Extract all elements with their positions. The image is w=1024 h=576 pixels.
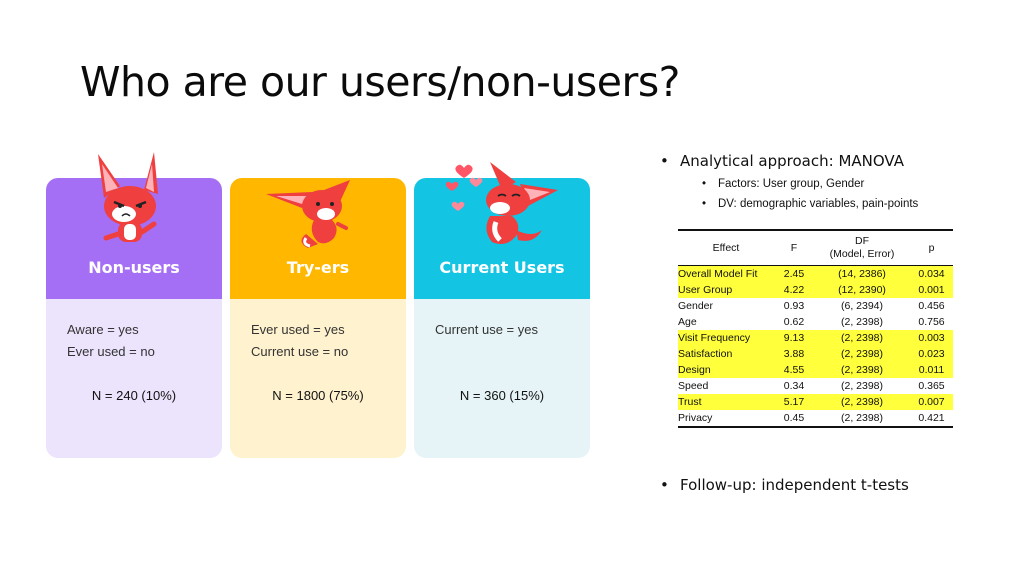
cell-effect: Gender bbox=[678, 300, 714, 312]
table-body bbox=[678, 266, 953, 428]
cell-f: 4.22 bbox=[774, 282, 814, 298]
cell-df: (2, 2398) bbox=[814, 346, 910, 362]
card-current-line: Current use = yes bbox=[435, 322, 538, 337]
cell-f: 2.45 bbox=[774, 266, 814, 283]
cell-effect: Privacy bbox=[678, 410, 774, 427]
approach-bullet bbox=[660, 152, 904, 170]
cell-f: 0.45 bbox=[774, 410, 814, 427]
cell-df: (6, 2394) bbox=[840, 300, 884, 312]
card-nonusers-body bbox=[46, 299, 222, 458]
header-f: F bbox=[774, 230, 814, 266]
header-df bbox=[814, 230, 910, 266]
cell-effect: Trust bbox=[678, 394, 774, 410]
cell-effect: Speed bbox=[678, 380, 709, 392]
table-row bbox=[678, 378, 953, 394]
manova-results-table bbox=[678, 229, 953, 428]
approach-text: Analytical approach: MANOVA bbox=[680, 152, 904, 170]
card-tryers-line: Current use = no bbox=[251, 344, 349, 359]
sub-bullet-factors bbox=[702, 178, 864, 190]
cell-f: 4.55 bbox=[774, 362, 814, 378]
table-row bbox=[678, 346, 953, 362]
cell-f: 5.17 bbox=[774, 394, 814, 410]
cell-df: (14, 2386) bbox=[814, 266, 910, 283]
cell-df: (2, 2398) bbox=[814, 410, 910, 427]
cell-p: 0.001 bbox=[910, 282, 953, 298]
cell-p: 0.034 bbox=[910, 266, 953, 283]
cell-p: 0.007 bbox=[910, 394, 953, 410]
cell-df: (2, 2398) bbox=[814, 394, 910, 410]
cell-effect: Satisfaction bbox=[678, 346, 774, 362]
card-tryers-title: Try-ers bbox=[286, 258, 350, 277]
card-nonusers-count: N = 240 (10%) bbox=[91, 388, 177, 403]
card-current-body bbox=[414, 299, 590, 458]
card-tryers-body bbox=[230, 299, 406, 458]
followup-bullet bbox=[660, 476, 909, 494]
card-tryers-count: N = 1800 (75%) bbox=[272, 388, 364, 403]
cell-p: 0.756 bbox=[918, 316, 945, 328]
sub-bullet-dv bbox=[702, 198, 918, 210]
fox-mascot-angry-icon bbox=[92, 150, 164, 250]
card-nonusers-line: Ever used = no bbox=[67, 344, 155, 359]
header-p: p bbox=[910, 230, 953, 266]
cell-df: (12, 2390) bbox=[814, 282, 910, 298]
card-current-count: N = 360 (15%) bbox=[459, 388, 545, 403]
table-row bbox=[678, 410, 953, 427]
cell-f: 0.93 bbox=[783, 300, 805, 312]
bullet-marker: • bbox=[702, 198, 707, 210]
header-df-sub: (Model, Error) bbox=[829, 248, 895, 260]
table-row bbox=[678, 282, 953, 298]
cell-p: 0.421 bbox=[910, 410, 953, 427]
bullet-marker: • bbox=[660, 152, 669, 170]
card-current-title: Current Users bbox=[439, 258, 565, 277]
slide-title: Who are our users/non-users? bbox=[80, 58, 680, 106]
cell-df: (2, 2398) bbox=[840, 316, 884, 328]
table-row bbox=[678, 298, 953, 314]
bullet-marker: • bbox=[702, 178, 707, 190]
fox-mascot-hearts-icon bbox=[446, 160, 564, 248]
table-row bbox=[678, 314, 953, 330]
cell-effect: Design bbox=[678, 362, 774, 378]
table-row bbox=[678, 330, 953, 346]
cell-effect: Age bbox=[678, 316, 697, 328]
cell-effect: Overall Model Fit bbox=[678, 266, 774, 283]
cell-df: (2, 2398) bbox=[840, 380, 884, 392]
fox-mascot-flying-icon bbox=[262, 172, 360, 252]
cell-p: 0.003 bbox=[910, 330, 953, 346]
cell-f: 3.88 bbox=[774, 346, 814, 362]
table-row bbox=[678, 266, 953, 283]
cell-p: 0.365 bbox=[918, 380, 945, 392]
card-tryers-line: Ever used = yes bbox=[251, 322, 345, 337]
followup-text: Follow-up: independent t-tests bbox=[680, 476, 909, 494]
cell-p: 0.011 bbox=[910, 362, 953, 378]
cell-df: (2, 2398) bbox=[814, 362, 910, 378]
cell-df: (2, 2398) bbox=[814, 330, 910, 346]
cell-p: 0.456 bbox=[918, 300, 945, 312]
bullet-marker: • bbox=[660, 476, 669, 494]
card-nonusers-title: Non-users bbox=[88, 258, 180, 277]
header-df-label: DF bbox=[855, 235, 869, 247]
sub-bullet-text: DV: demographic variables, pain-points bbox=[718, 198, 919, 210]
table-header-row bbox=[678, 230, 953, 266]
cell-f: 0.34 bbox=[783, 380, 805, 392]
table-row bbox=[678, 362, 953, 378]
table-row bbox=[678, 394, 953, 410]
cell-effect: Visit Frequency bbox=[678, 330, 774, 346]
sub-bullet-text: Factors: User group, Gender bbox=[718, 178, 865, 190]
cell-p: 0.023 bbox=[910, 346, 953, 362]
cell-f: 9.13 bbox=[774, 330, 814, 346]
cell-f: 0.62 bbox=[783, 316, 805, 328]
header-effect: Effect bbox=[678, 230, 774, 266]
cell-effect: User Group bbox=[678, 282, 774, 298]
card-nonusers-line: Aware = yes bbox=[67, 322, 139, 337]
